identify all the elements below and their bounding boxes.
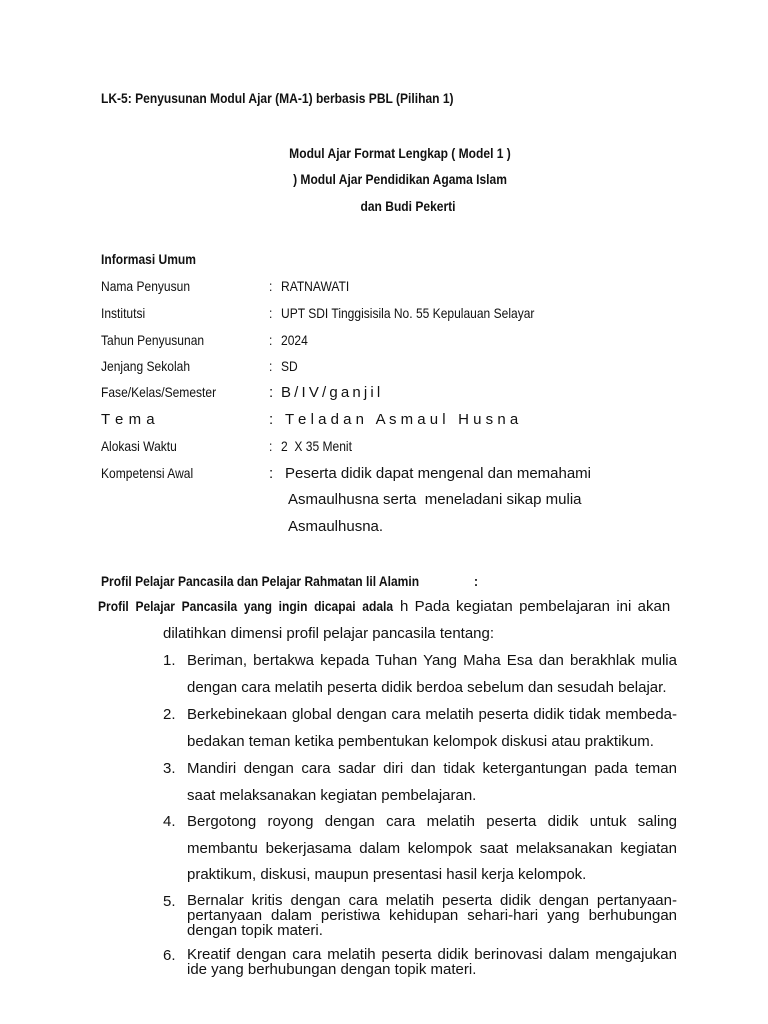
info-value-line: Asmaulhusna. bbox=[288, 518, 384, 535]
module-title-line-2: ) Modul Ajar Pendidikan Agama Islam bbox=[293, 171, 507, 187]
list-line: membantu bekerjasama dalam kelompok saat melaksanakan kegiatan bbox=[187, 840, 677, 857]
info-colon: : bbox=[269, 332, 273, 348]
info-colon: : bbox=[269, 278, 273, 294]
list-line: dengan cara melatih peserta didik berdoa sebelum dan sesudah belajar. bbox=[187, 679, 667, 696]
lk-title: LK-5: Penyusunan Modul Ajar (MA-1) berbasis PBL (Pilihan 1) bbox=[101, 90, 454, 106]
info-label: Tahun Penyusunan bbox=[101, 332, 205, 348]
info-value: 2 X 35 Menit bbox=[281, 438, 352, 454]
list-line: bedakan teman ketika pembentukan kelompok diskusi atau praktikum. bbox=[187, 733, 654, 750]
profil-intro-rest: h Pada kegiatan pembelajaran ini akan bbox=[400, 598, 671, 615]
info-heading: Informasi Umum bbox=[101, 251, 197, 267]
info-colon: : bbox=[269, 305, 273, 321]
list-line: Mandiri dengan cara sadar diri dan tidak ketergantungan pada teman bbox=[187, 760, 677, 777]
list-line: saat melaksanakan kegiatan pembelajaran. bbox=[187, 787, 477, 804]
list-line: Berkebinekaan global dengan cara melatih peserta didik tidak membeda- bbox=[187, 706, 677, 723]
list-number: 1. bbox=[163, 652, 176, 669]
info-label: Institutsi bbox=[101, 305, 146, 321]
list-number: 3. bbox=[163, 760, 176, 777]
info-value: UPT SDI Tinggisisila No. 55 Kepulauan Selayar bbox=[281, 305, 535, 321]
profil-heading: Profil Pelajar Pancasila dan Pelajar Rahmatan lil Alamin bbox=[101, 573, 420, 589]
module-title-line-3: dan Budi Pekerti bbox=[360, 198, 456, 214]
profil-intro-line-2: dilatihkan dimensi profil pelajar pancasila tentang: bbox=[163, 625, 495, 642]
info-label: Nama Penyusun bbox=[101, 278, 191, 294]
info-value: T e l a d a n A s m a u l H u s n a bbox=[285, 411, 519, 428]
info-value: B / I V / g a n j i l bbox=[281, 384, 381, 401]
profil-heading-colon: : bbox=[474, 573, 479, 589]
list-number: 6. bbox=[163, 947, 176, 964]
info-label: T e m a bbox=[101, 411, 156, 428]
list-line: Beriman, bertakwa kepada Tuhan Yang Maha Esa dan berakhlak mulia bbox=[187, 652, 677, 669]
info-label: Jenjang Sekolah bbox=[101, 358, 191, 374]
info-value: 2024 bbox=[281, 332, 308, 348]
info-value-line: Peserta didik dapat mengenal dan memahami bbox=[285, 465, 592, 482]
module-title-line-1: Modul Ajar Format Lengkap ( Model 1 ) bbox=[289, 145, 511, 161]
info-colon: : bbox=[269, 384, 274, 401]
profil-intro-bold: Profil Pelajar Pancasila yang ingin dicapai adala bbox=[98, 598, 394, 614]
list-paragraph: Kreatif dengan cara melatih peserta didik berinovasi dalam mengajukan ide yang berhubungan dengan topik materi. bbox=[187, 946, 677, 978]
info-colon: : bbox=[269, 411, 274, 428]
list-line: praktikum, diskusi, maupun presentasi hasil kerja kelompok. bbox=[187, 866, 587, 883]
list-number: 2. bbox=[163, 706, 176, 723]
info-label: Alokasi Waktu bbox=[101, 438, 177, 454]
list-paragraph: Bernalar kritis dengan cara melatih peserta didik dengan pertanyaan-pertanyaan dalam peristiwa kehidupan sehari-hari yang berhubungan dengan topik materi. bbox=[187, 892, 677, 939]
info-value-line: Asmaulhusna serta meneladani sikap mulia bbox=[288, 491, 582, 508]
info-colon: : bbox=[269, 438, 273, 454]
list-number: 4. bbox=[163, 813, 176, 830]
list-number: 5. bbox=[163, 893, 176, 910]
list-line: Bergotong royong dengan cara melatih peserta didik untuk saling bbox=[187, 813, 677, 830]
info-colon: : bbox=[269, 465, 274, 482]
info-colon: : bbox=[269, 358, 273, 374]
info-value: RATNAWATI bbox=[281, 278, 350, 294]
info-label: Kompetensi Awal bbox=[101, 465, 194, 481]
info-label: Fase/Kelas/Semester bbox=[101, 384, 217, 400]
info-value: SD bbox=[281, 358, 298, 374]
